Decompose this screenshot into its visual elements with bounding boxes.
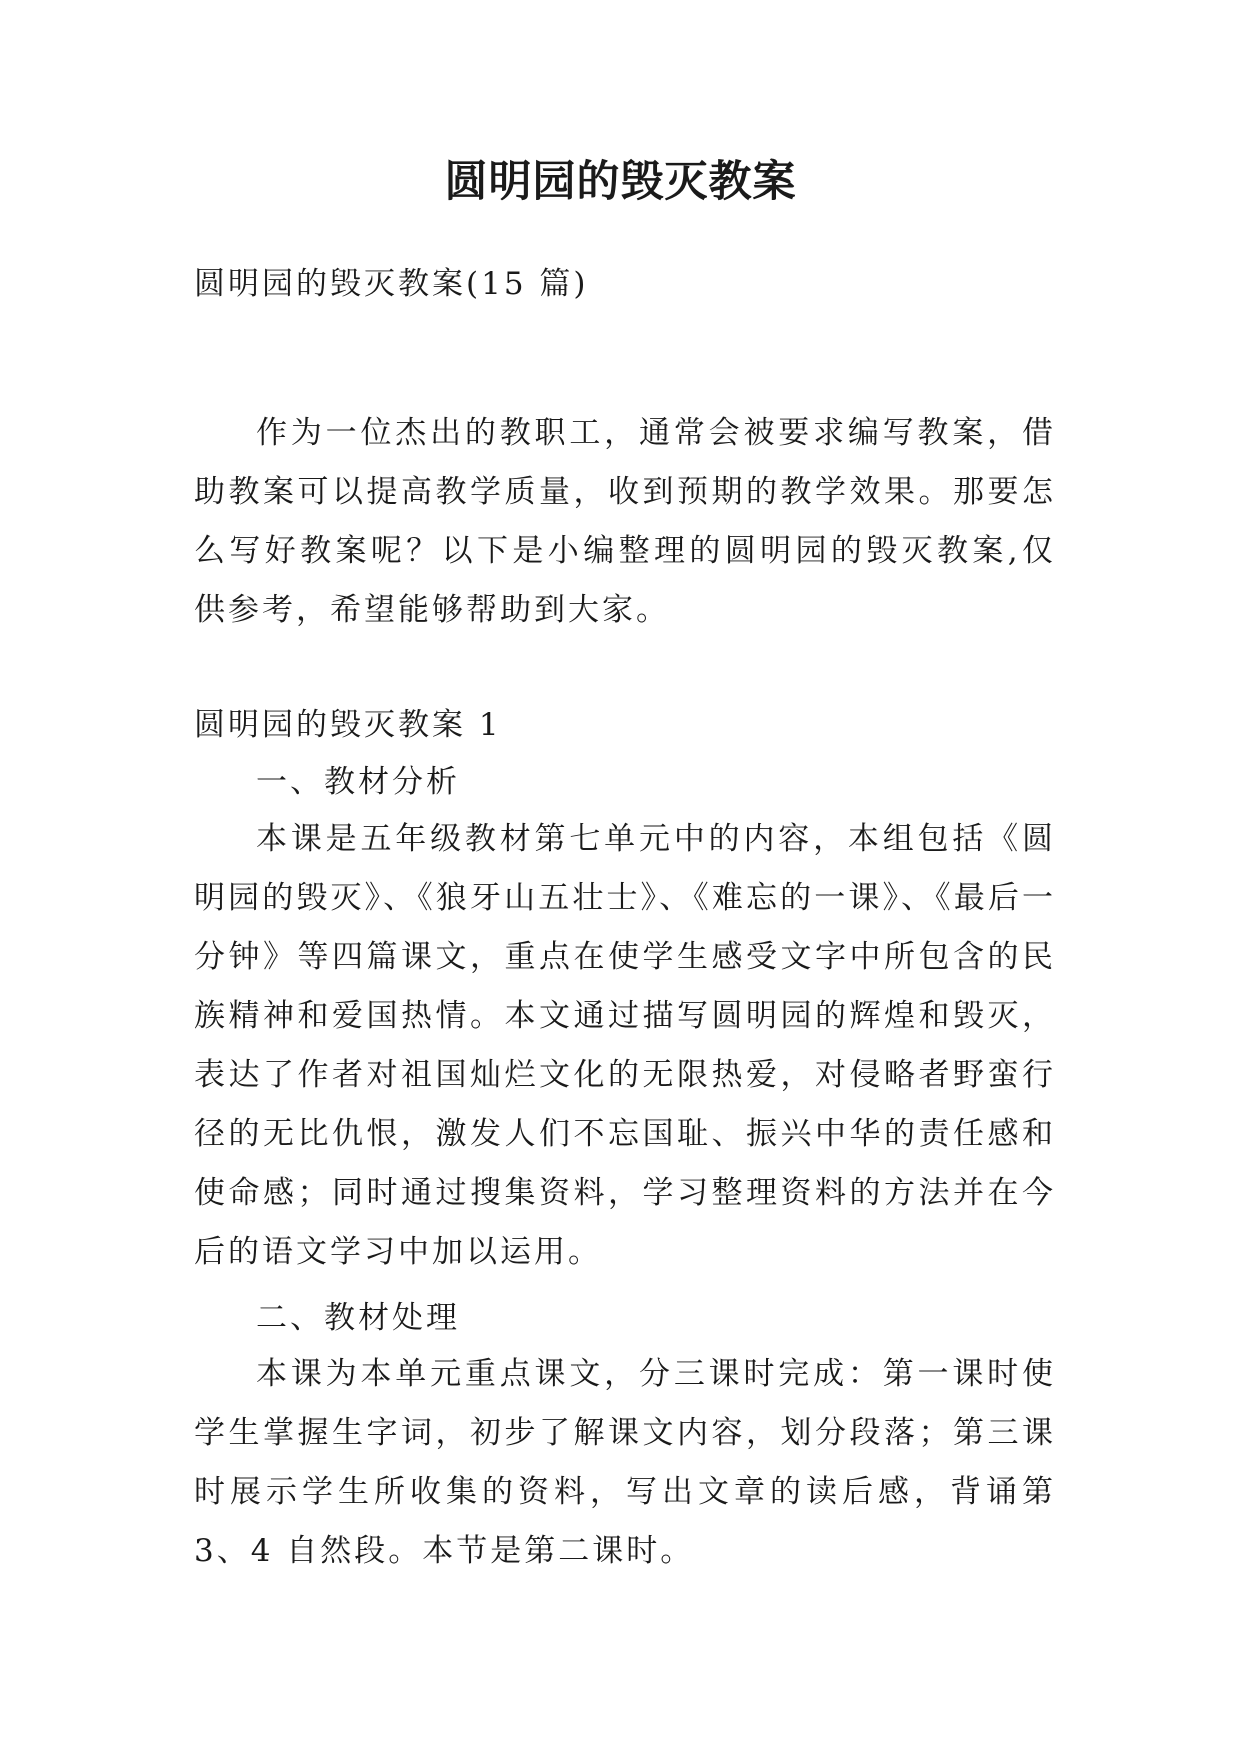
- heading-textbook-analysis: 一、教材分析: [256, 764, 460, 800]
- paragraph-textbook-processing: 本课为本单元重点课文，分三课时完成：第一课时使学生掌握生字词，初步了解课文内容，划分段落；第三课时展示学生所收集的资料，写出文章的读后感，背诵第 3、4 自然段。本节是第二课时。: [194, 1356, 1056, 1569]
- document-subtitle: 圆明园的毁灭教案(15 篇): [194, 266, 589, 302]
- heading-textbook-processing: 二、教材处理: [256, 1300, 460, 1336]
- intro-paragraph: 作为一位杰出的教职工，通常会被要求编写教案，借助教案可以提高教学质量，收到预期的教学效果。那要怎么写好教案呢？以下是小编整理的圆明园的毁灭教案,仅供参考，希望能够帮助到大家。: [194, 415, 1056, 628]
- section-title: 圆明园的毁灭教案 1: [194, 707, 502, 743]
- paragraph-textbook-analysis: 本课是五年级教材第七单元中的内容，本组包括《圆明园的毁灭》、《狼牙山五壮士》、《难忘的一课》、《最后一分钟》等四篇课文，重点在使学生感受文字中所包含的民族精神和爱国热情。本文通过描写圆明园的辉煌和毁灭，表达了作者对祖国灿烂文化的无限热爱，对侵略者野蛮行径的无比仇恨，激发人们不忘国耻、振兴中华的责任感和使命感；同时通过搜集资料，学习整理资料的方法并在今后的语文学习中加以运用。: [194, 821, 1056, 1270]
- document-title: 圆明园的毁灭教案: [444, 157, 797, 207]
